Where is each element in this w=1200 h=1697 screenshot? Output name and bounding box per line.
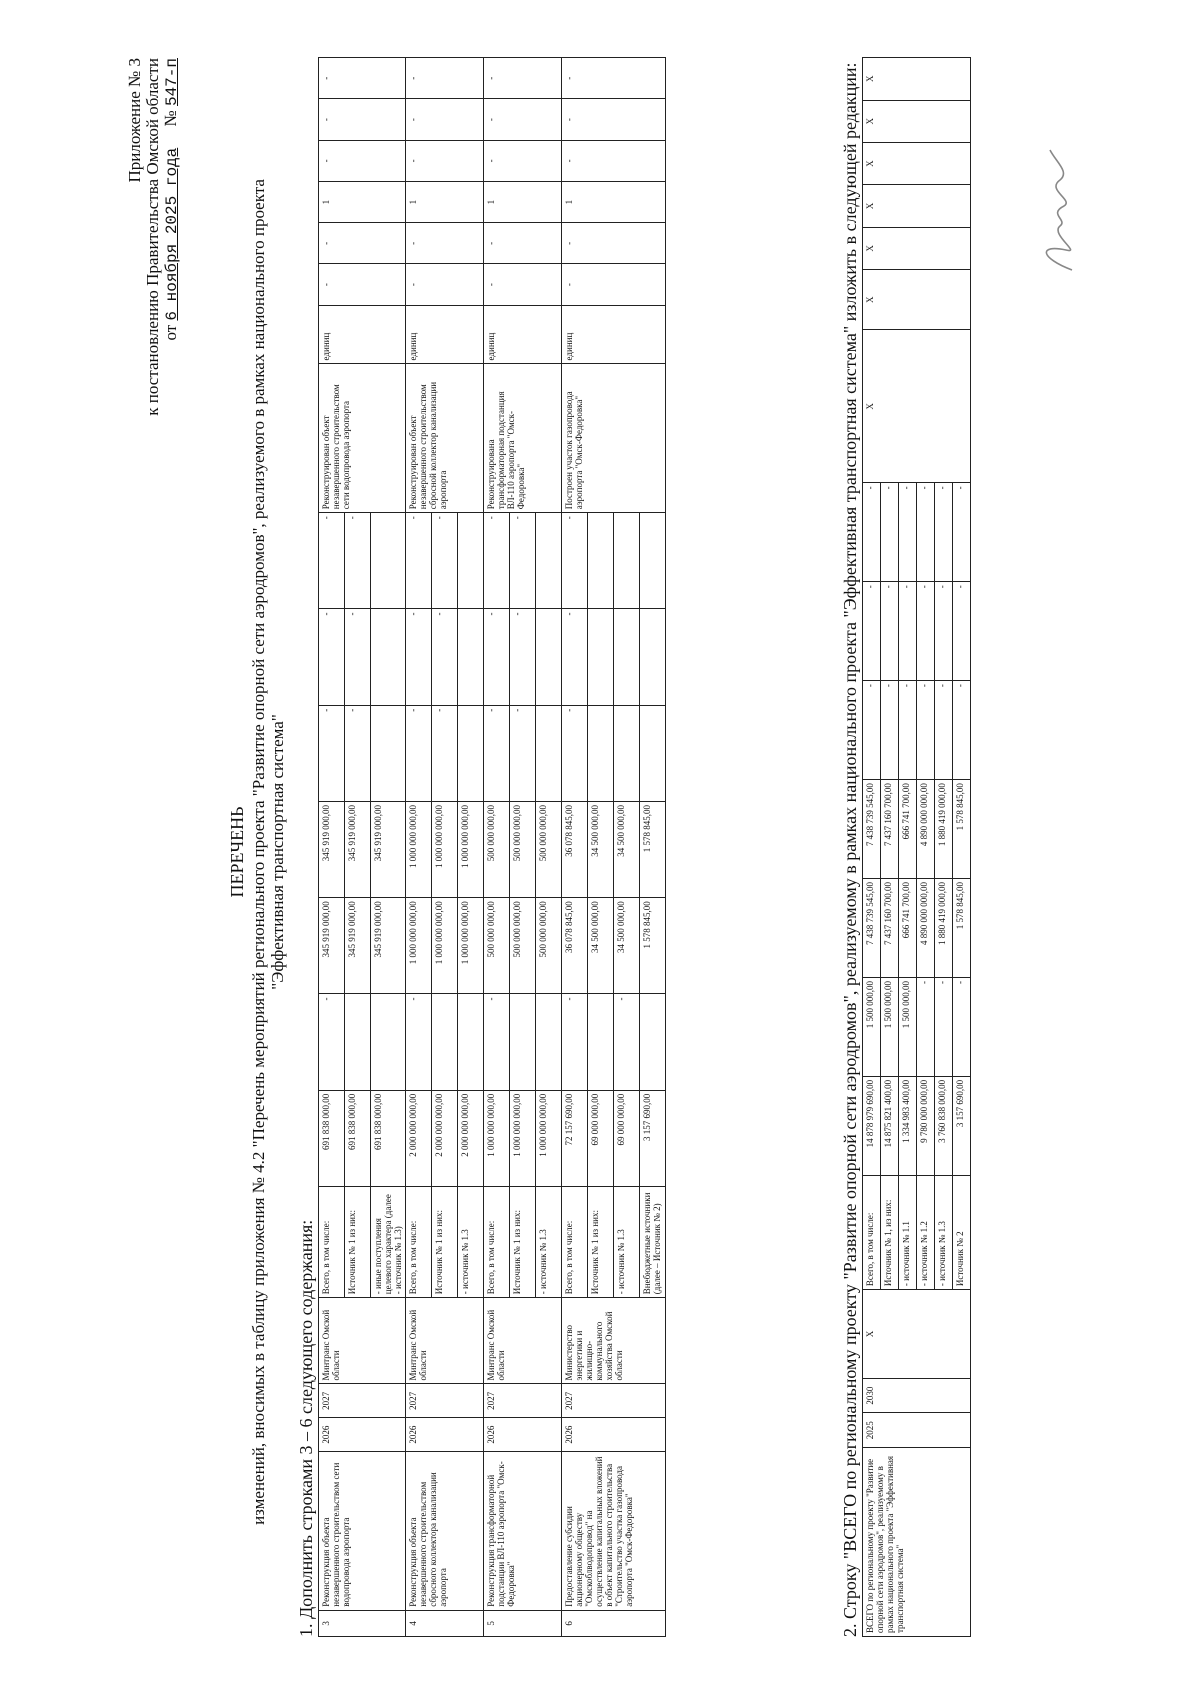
funding-value: 1 500 000,00 [899, 977, 917, 1076]
funding-value: - [406, 513, 432, 609]
funding-source: - источник № 1.2 [917, 1175, 935, 1289]
end-year: 2027 [562, 1384, 666, 1418]
result-description: Реконструирован объект незавершенного строительством сети водопровода аэропорта [319, 364, 406, 513]
indicator-x: X [863, 142, 971, 184]
funding-source: - источник № 1.1 [899, 1175, 917, 1289]
funding-value: - [863, 483, 881, 582]
funding-value [588, 609, 614, 705]
funding-source: - источник № 1.3 [614, 1186, 640, 1297]
funding-source: Всего, в том числе: [406, 1186, 432, 1297]
funding-value: 9 780 000 000,00 [917, 1076, 935, 1175]
funding-value: - [562, 705, 588, 801]
row-number: 6 [562, 1610, 666, 1636]
funding-value [536, 609, 562, 705]
funding-value [371, 994, 406, 1090]
event-name: Реконструкция объекта незавершенного строительством сбросного коллектора канализации аэропорта [406, 1451, 484, 1610]
funding-value: 69 000 000,00 [614, 1090, 640, 1186]
funding-value: - [953, 681, 971, 780]
funding-source: Всего, в том числе: [484, 1186, 510, 1297]
funding-value: - [899, 582, 917, 681]
funding-value: - [510, 609, 536, 705]
funding-source: Источник № 1, из них: [881, 1175, 899, 1289]
funding-value: 1 000 000 000,00 [406, 898, 432, 994]
indicator-value: - [562, 223, 666, 264]
funding-value: 1 880 419 000,00 [935, 780, 953, 879]
funding-value [458, 609, 484, 705]
document-subtitle: изменений, вносимых в таблицу приложения № 4.2 "Перечень мероприятий регионального проекта "Развитие опорной сети аэродромов", реализуемого в рамках национального проекта "Эффективная транспортная система" [249, 179, 287, 1525]
executor: Минтранс Омской области [406, 1298, 484, 1384]
funding-value: - [562, 609, 588, 705]
indicator-x: X [863, 227, 971, 269]
indicator-value: - [319, 140, 406, 181]
funding-value: 345 919 000,00 [319, 801, 345, 897]
unit-of-measure: единиц [319, 305, 406, 364]
indicator-value: - [562, 58, 666, 99]
indicator-x: X [863, 100, 971, 142]
funding-value: 691 838 000,00 [345, 1090, 371, 1186]
funding-value: 345 919 000,00 [345, 898, 371, 994]
indicator-value: - [406, 264, 484, 305]
indicator-value: - [319, 264, 406, 305]
funding-value: - [432, 705, 458, 801]
indicator-value: 1 [319, 181, 406, 222]
funding-value: 345 919 000,00 [319, 898, 345, 994]
funding-value: - [345, 705, 371, 801]
funding-value: 1 578 845,00 [640, 898, 666, 994]
indicator-value: - [484, 264, 562, 305]
indicator-value: 1 [562, 181, 666, 222]
result-description: Реконструирована трансформаторная подстанция ВЛ-110 аэропорта "Омск-Федоровка" [484, 364, 562, 513]
indicator-value: - [319, 58, 406, 99]
result-description: Реконструирован объект незавершенного строительством сбросной коллектор канализации аэропорта [406, 364, 484, 513]
funding-value: - [319, 513, 345, 609]
funding-value: 666 741 700,00 [899, 780, 917, 879]
appendix-date-line [162, 58, 181, 416]
event-name: Реконструкция трансформаторной подстанции ВЛ-110 аэропорта "Омск-Федоровка" [484, 1451, 562, 1610]
indicator-x: X [863, 330, 971, 483]
indicator-value: - [562, 99, 666, 140]
funding-value [614, 705, 640, 801]
funding-value: 500 000 000,00 [536, 898, 562, 994]
funding-value: 7 438 739 545,00 [863, 879, 881, 978]
funding-value: 3 760 838 000,00 [935, 1076, 953, 1175]
funding-source: Источник № 2 [953, 1175, 971, 1289]
appendix-date: 6 ноября 2025 года [163, 147, 181, 321]
end-year: 2030 [863, 1378, 971, 1413]
funding-value [614, 513, 640, 609]
funding-value: 2 000 000 000,00 [432, 1090, 458, 1186]
funding-value: 500 000 000,00 [536, 801, 562, 897]
funding-value: 34 500 000,00 [614, 801, 640, 897]
indicator-value: - [484, 223, 562, 264]
funding-value: - [917, 681, 935, 780]
funding-value: 3 157 690,00 [640, 1090, 666, 1186]
indicator-value: - [406, 223, 484, 264]
funding-value: 2 000 000 000,00 [458, 1090, 484, 1186]
table-row [562, 58, 588, 1637]
start-year: 2026 [319, 1418, 406, 1452]
end-year: 2027 [319, 1384, 406, 1418]
funding-value: - [614, 994, 640, 1090]
funding-source: Источник № 1 из них: [345, 1186, 371, 1297]
funding-value: - [432, 513, 458, 609]
funding-value: 345 919 000,00 [371, 898, 406, 994]
funding-value: - [935, 681, 953, 780]
funding-value: 4 890 000 000,00 [917, 780, 935, 879]
table-total [862, 57, 971, 1637]
funding-source: Источник № 1 из них: [510, 1186, 536, 1297]
appendix-number: 547-п [163, 58, 181, 107]
funding-value: - [899, 483, 917, 582]
funding-value [371, 513, 406, 609]
funding-value: 2 000 000 000,00 [406, 1090, 432, 1186]
indicator-value: - [562, 264, 666, 305]
start-year: 2025 [863, 1413, 971, 1448]
funding-value: 3 157 690,00 [953, 1076, 971, 1175]
funding-value [640, 513, 666, 609]
funding-value: - [562, 994, 588, 1090]
funding-source: Всего, в том числе: [319, 1186, 345, 1297]
funding-source: - источник № 1.3 [935, 1175, 953, 1289]
end-year: 2027 [484, 1384, 562, 1418]
funding-value: 1 000 000 000,00 [406, 801, 432, 897]
unit-of-measure: единиц [406, 305, 484, 364]
number-prefix: № [161, 110, 180, 127]
funding-value [588, 994, 614, 1090]
funding-value: 1 578 845,00 [953, 879, 971, 978]
unit-of-measure: единиц [562, 305, 666, 364]
funding-value: 1 880 419 000,00 [935, 879, 953, 978]
funding-value: - [484, 609, 510, 705]
funding-value [536, 705, 562, 801]
section-2-text: 2. Строку "ВСЕГО по региональному проекту "Развитие опорной сети аэродромов", реализуемому в рамках национального проекта "Эффективная транспортная система" изложить в следующей редакции: [840, 62, 860, 1637]
funding-value: - [484, 994, 510, 1090]
table-row [319, 58, 345, 1637]
funding-value: - [484, 705, 510, 801]
result-description: Построен участок газопровода аэропорта "Омск-Федоровка" [562, 364, 666, 513]
funding-value: 345 919 000,00 [345, 801, 371, 897]
funding-value [371, 609, 406, 705]
funding-value [510, 994, 536, 1090]
funding-value: 666 741 700,00 [899, 879, 917, 978]
funding-value: 1 500 000,00 [863, 977, 881, 1076]
funding-source: Источник № 1 из них: [432, 1186, 458, 1297]
appendix-block [126, 58, 181, 416]
funding-value: 72 157 690,00 [562, 1090, 588, 1186]
indicator-x: X [863, 270, 971, 330]
funding-value: 14 875 821 400,00 [881, 1076, 899, 1175]
funding-value: - [406, 994, 432, 1090]
funding-value: - [881, 681, 899, 780]
funding-value: - [432, 609, 458, 705]
table-additions [318, 57, 666, 1637]
start-year: 2026 [406, 1418, 484, 1452]
funding-value [640, 705, 666, 801]
funding-value: - [345, 513, 371, 609]
funding-value [371, 705, 406, 801]
indicator-value: - [562, 140, 666, 181]
funding-value: 500 000 000,00 [484, 801, 510, 897]
funding-value: 1 000 000 000,00 [432, 898, 458, 994]
funding-value: 691 838 000,00 [371, 1090, 406, 1186]
indicator-x: X [863, 185, 971, 227]
funding-value: 500 000 000,00 [510, 898, 536, 994]
funding-value: - [935, 483, 953, 582]
appendix-line1: Приложение № 3 [125, 58, 144, 183]
funding-value [614, 609, 640, 705]
indicator-value: - [406, 99, 484, 140]
funding-value: - [406, 609, 432, 705]
funding-value: 691 838 000,00 [319, 1090, 345, 1186]
event-name: Предоставление субсидии акционерному обществу "Омскоблводопровод" на осуществление капитальных вложений в объект капитального строительства "Строительство участка газопровода аэропорта "Омск-Федоровка" [562, 1451, 666, 1610]
section-1-text: 1. Дополнить строками 3 – 6 следующего содержания: [296, 1219, 316, 1637]
funding-value [345, 994, 371, 1090]
funding-value: - [953, 977, 971, 1076]
funding-source: - источник № 1.3 [536, 1186, 562, 1297]
indicator-value: - [319, 223, 406, 264]
appendix-line2: к постановлению Правительства Омской области [143, 58, 162, 416]
start-year: 2026 [484, 1418, 562, 1452]
unit-of-measure: единиц [484, 305, 562, 364]
funding-value: - [510, 705, 536, 801]
funding-value: - [881, 483, 899, 582]
funding-value [588, 705, 614, 801]
indicator-value: - [484, 140, 562, 181]
funding-value [458, 513, 484, 609]
funding-value: 7 438 739 545,00 [863, 780, 881, 879]
handwritten-signature [1030, 140, 1090, 280]
end-year: 2027 [406, 1384, 484, 1418]
funding-value: 1 000 000 000,00 [458, 898, 484, 994]
funding-source: Всего, в том числе: [562, 1186, 588, 1297]
funding-value: - [935, 977, 953, 1076]
funding-value: 69 000 000,00 [588, 1090, 614, 1186]
indicator-value: - [484, 58, 562, 99]
executor-x: X [863, 1290, 971, 1379]
funding-source: - иные поступления целевого характера (далее - источник № 1.3) [371, 1186, 406, 1297]
funding-value [536, 513, 562, 609]
funding-value: 14 878 979 690,00 [863, 1076, 881, 1175]
funding-value: - [917, 977, 935, 1076]
funding-value: 1 000 000 000,00 [458, 801, 484, 897]
funding-value: 34 500 000,00 [588, 898, 614, 994]
indicator-value: - [319, 99, 406, 140]
title-block [228, 157, 287, 1547]
executor: Минтранс Омской области [319, 1298, 406, 1384]
funding-source: Внебюджетные источники (далее – Источник № 2) [640, 1186, 666, 1297]
funding-value: - [863, 681, 881, 780]
funding-value: 1 000 000 000,00 [484, 1090, 510, 1186]
row-number: 5 [484, 1610, 562, 1636]
indicator-value: - [484, 99, 562, 140]
funding-value: - [935, 582, 953, 681]
funding-value: 7 437 160 700,00 [881, 780, 899, 879]
funding-value: 34 500 000,00 [614, 898, 640, 994]
funding-value [536, 994, 562, 1090]
funding-value: 1 334 983 400,00 [899, 1076, 917, 1175]
total-name: ВСЕГО по региональному проекту "Развитие опорной сети аэродромов", реализуемому в рамках национального проекта "Эффективная транспортная система" [863, 1448, 971, 1637]
funding-value: 500 000 000,00 [484, 898, 510, 994]
funding-value: 1 500 000,00 [881, 977, 899, 1076]
document-title: ПЕРЕЧЕНЬ [227, 806, 247, 898]
funding-value: 1 578 845,00 [953, 780, 971, 879]
funding-value: 36 078 845,00 [562, 898, 588, 994]
funding-value: 7 437 160 700,00 [881, 879, 899, 978]
row-number: 3 [319, 1610, 406, 1636]
funding-value: - [953, 483, 971, 582]
funding-value: - [319, 609, 345, 705]
indicator-value: - [406, 58, 484, 99]
indicator-x: X [863, 58, 971, 101]
funding-value: - [484, 513, 510, 609]
funding-value: - [917, 483, 935, 582]
funding-source: Источник № 1 из них: [588, 1186, 614, 1297]
table-row [406, 58, 432, 1637]
funding-value [432, 994, 458, 1090]
funding-value: 1 000 000 000,00 [510, 1090, 536, 1186]
funding-value [640, 994, 666, 1090]
funding-value: - [899, 681, 917, 780]
event-name: Реконструкция объекта незавершенного строительством сети водопровода аэропорта [319, 1451, 406, 1610]
executor: Министерство энергетики и жилищно-коммунального хозяйства Омской области [562, 1298, 666, 1384]
funding-value: - [510, 513, 536, 609]
executor: Минтранс Омской области [484, 1298, 562, 1384]
funding-value: - [345, 609, 371, 705]
funding-value: - [863, 582, 881, 681]
funding-value: - [917, 582, 935, 681]
funding-value: - [319, 705, 345, 801]
funding-source: - источник № 1.3 [458, 1186, 484, 1297]
funding-value: - [319, 994, 345, 1090]
funding-value [458, 705, 484, 801]
funding-value: 1 578 845,00 [640, 801, 666, 897]
funding-value: 1 000 000 000,00 [536, 1090, 562, 1186]
funding-value [588, 513, 614, 609]
funding-value: 345 919 000,00 [371, 801, 406, 897]
funding-value: 36 078 845,00 [562, 801, 588, 897]
indicator-value: - [406, 140, 484, 181]
funding-value: - [881, 582, 899, 681]
funding-value: - [406, 705, 432, 801]
indicator-value: 1 [406, 181, 484, 222]
row-number: 4 [406, 1610, 484, 1636]
indicator-value: 1 [484, 181, 562, 222]
funding-value [458, 994, 484, 1090]
funding-value: - [562, 513, 588, 609]
start-year: 2026 [562, 1418, 666, 1452]
funding-value: 34 500 000,00 [588, 801, 614, 897]
table-row [484, 58, 510, 1637]
table-row [863, 58, 881, 1637]
funding-value: - [953, 582, 971, 681]
funding-value [640, 609, 666, 705]
funding-value: 500 000 000,00 [510, 801, 536, 897]
funding-value: 1 000 000 000,00 [432, 801, 458, 897]
date-prefix: от [161, 324, 180, 341]
funding-value: 4 890 000 000,00 [917, 879, 935, 978]
funding-source: Всего, в том числе: [863, 1175, 881, 1289]
